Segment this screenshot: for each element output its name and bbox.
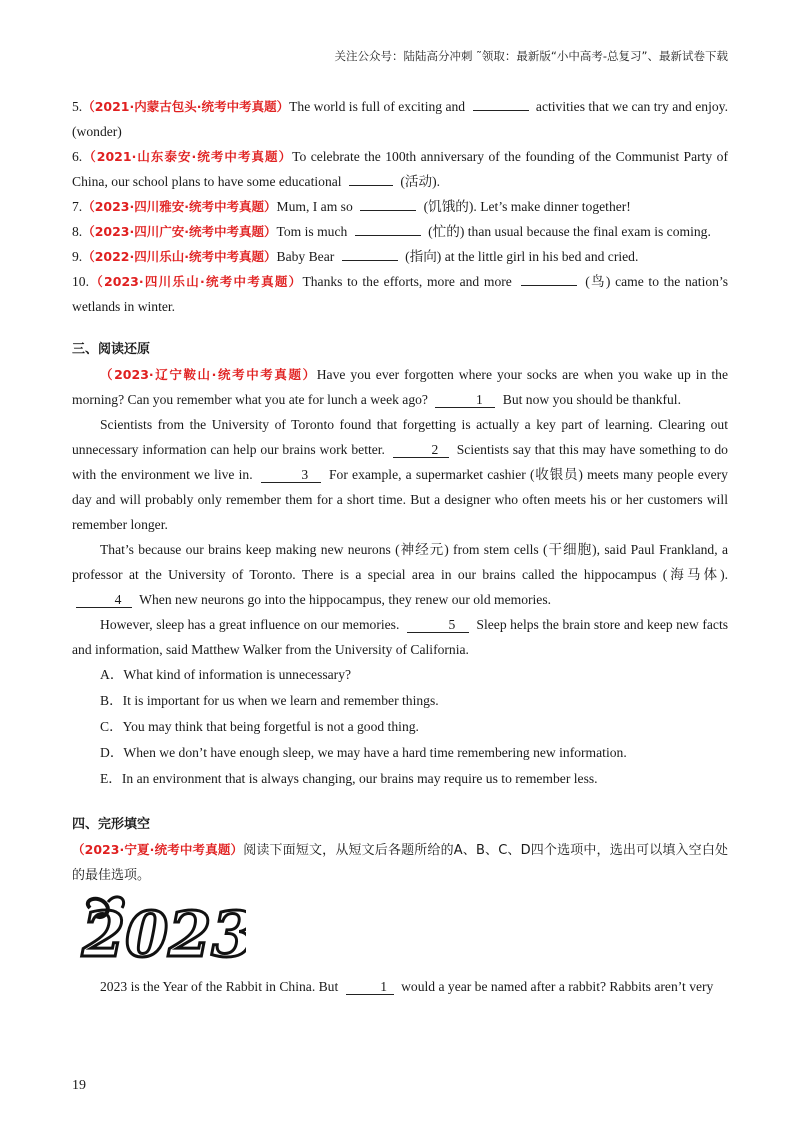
passage-text: However, sleep has a great influence on our memories. xyxy=(100,617,400,632)
question-text: activities that we can try and enjoy. (wonder) xyxy=(72,99,728,139)
passage-paragraph-2 xyxy=(72,412,728,537)
question-number: 7. xyxy=(72,199,83,214)
answer-blank-2[interactable]: 2 xyxy=(393,442,449,458)
question-text: Thanks to the efforts, more and more xyxy=(302,274,512,289)
question-text: Baby Bear xyxy=(276,249,335,264)
rabbit-2023-icon xyxy=(76,890,246,968)
section-3-title: 三、阅读还原 xyxy=(72,342,151,357)
passage-text: When new neurons go into the hippocampus, they renew our old memories. xyxy=(139,592,552,607)
passage-paragraph-4 xyxy=(72,612,728,662)
source-tag: （2021·内蒙古包头·统考中考真题） xyxy=(82,99,290,114)
question-number: 5. xyxy=(72,99,83,114)
passage-text: For example, a supermarket cashier (收银员) meets many people every day and will probably only remember them for a short time. But a designer who often meets his or her customers will remember longer. xyxy=(72,467,728,532)
question-text: (饥饿的). Let’s make dinner together! xyxy=(423,199,631,214)
passage-text: Sleep helps the brain store and keep new facts and information, said Matthew Walker from the University of California. xyxy=(72,617,729,657)
section-4-title: 四、完形填空 xyxy=(72,817,151,832)
option-b: B．It is important for us when we learn and remember things. xyxy=(100,693,439,708)
passage-text: Scientists from the University of Toronto found that forgetting is actually a key part of learning. Clearing out unnecessary information can help our brains work better. xyxy=(72,417,728,457)
source-tag: （2021·山东泰安·统考中考真题） xyxy=(82,149,293,164)
question-number: 10. xyxy=(72,274,89,289)
passage-text: Scientists say that this may have something to do with the environment we live in. xyxy=(72,442,728,482)
question-6 xyxy=(72,144,728,194)
question-number: 8. xyxy=(72,224,83,239)
question-text: The world is full of exciting and xyxy=(289,99,466,114)
section-4-instruction xyxy=(72,837,728,888)
cloze-paragraph-1 xyxy=(72,974,728,999)
question-9 xyxy=(72,244,728,269)
question-number: 9. xyxy=(72,249,83,264)
question-text: (活动). xyxy=(400,174,440,189)
page-number: 19 xyxy=(72,1078,86,1093)
answer-blank[interactable] xyxy=(355,220,421,236)
source-tag: （2023·四川广安·统考中考真题） xyxy=(82,224,277,239)
passage-paragraph-1 xyxy=(72,362,728,412)
answer-blank-4[interactable]: 4 xyxy=(76,592,132,608)
source-tag: （2023·四川乐山·统考中考真题） xyxy=(89,274,303,289)
question-10 xyxy=(72,269,728,319)
question-5 xyxy=(72,94,728,144)
answer-blank[interactable] xyxy=(360,195,416,211)
source-tag: （2023·宁夏·统考中考真题） xyxy=(72,842,244,857)
question-text: (忙的) than usual because the final exam is coming. xyxy=(428,224,711,239)
answer-blank-5[interactable]: 5 xyxy=(407,617,469,633)
rabbit-2023-logo xyxy=(76,890,246,968)
source-tag: （2023·辽宁鞍山·统考中考真题） xyxy=(100,367,317,382)
question-text: To celebrate the 100th anniversary of the founding of the Communist Party of China, our school plans to have some educational xyxy=(72,149,728,189)
option-d: D．When we don’t have enough sleep, we may have a hard time remembering new information. xyxy=(100,745,627,760)
answer-blank[interactable] xyxy=(521,270,577,286)
source-tag: （2023·四川雅安·统考中考真题） xyxy=(82,199,277,214)
source-tag: （2022·四川乐山·统考中考真题） xyxy=(82,249,277,264)
logo-text: 2023 xyxy=(82,898,246,968)
question-8 xyxy=(72,219,728,244)
question-text: Mum, I am so xyxy=(276,199,353,214)
passage-paragraph-3 xyxy=(72,537,728,612)
passage-text: would a year be named after a rabbit? Rabbits aren’t very xyxy=(401,979,714,994)
instruction-text: 阅读下面短文，从短文后各题所给的A、B、C、D四个选项中，选出可以填入空白处的最佳选项。 xyxy=(72,843,728,883)
question-7 xyxy=(72,194,728,219)
answer-blank[interactable] xyxy=(349,170,393,186)
question-text: (指向) at the little girl in his bed and cried. xyxy=(405,249,639,264)
page-header: 关注公众号：陆陆高分冲刺 ˜领取：最新版“小中高考-总复习”、最新试卷下载 xyxy=(334,49,728,63)
question-text: (鸟) came to the nation’s wetlands in winter. xyxy=(72,274,729,314)
passage-text: 2023 is the Year of the Rabbit in China. But xyxy=(100,979,339,994)
option-e: E．In an environment that is always changing, our brains may require us to remember less. xyxy=(100,771,598,786)
passage-text: But now you should be thankful. xyxy=(502,392,681,407)
option-c: C．You may think that being forgetful is not a good thing. xyxy=(100,719,419,734)
question-text: Tom is much xyxy=(276,224,348,239)
answer-blank-1[interactable]: 1 xyxy=(435,392,495,408)
question-number: 6. xyxy=(72,149,83,164)
page-content xyxy=(72,94,728,999)
passage-text: Have you ever forgotten where your socks are when you wake up in the morning? Can you remember what you ate for lunch a week ago? xyxy=(72,367,728,407)
option-a: A．What kind of information is unnecessary? xyxy=(100,667,352,682)
answer-blank-3[interactable]: 3 xyxy=(261,467,321,483)
passage-text: That’s because our brains keep making new neurons (神经元) from stem cells (干细胞), said Paul Frankland, a professor at the University of Toronto. There is a special area in our brains called the hippocampus (海马体). xyxy=(72,542,728,582)
answer-blank-1[interactable]: 1 xyxy=(346,979,394,995)
answer-blank[interactable] xyxy=(473,95,529,111)
answer-blank[interactable] xyxy=(342,245,398,261)
